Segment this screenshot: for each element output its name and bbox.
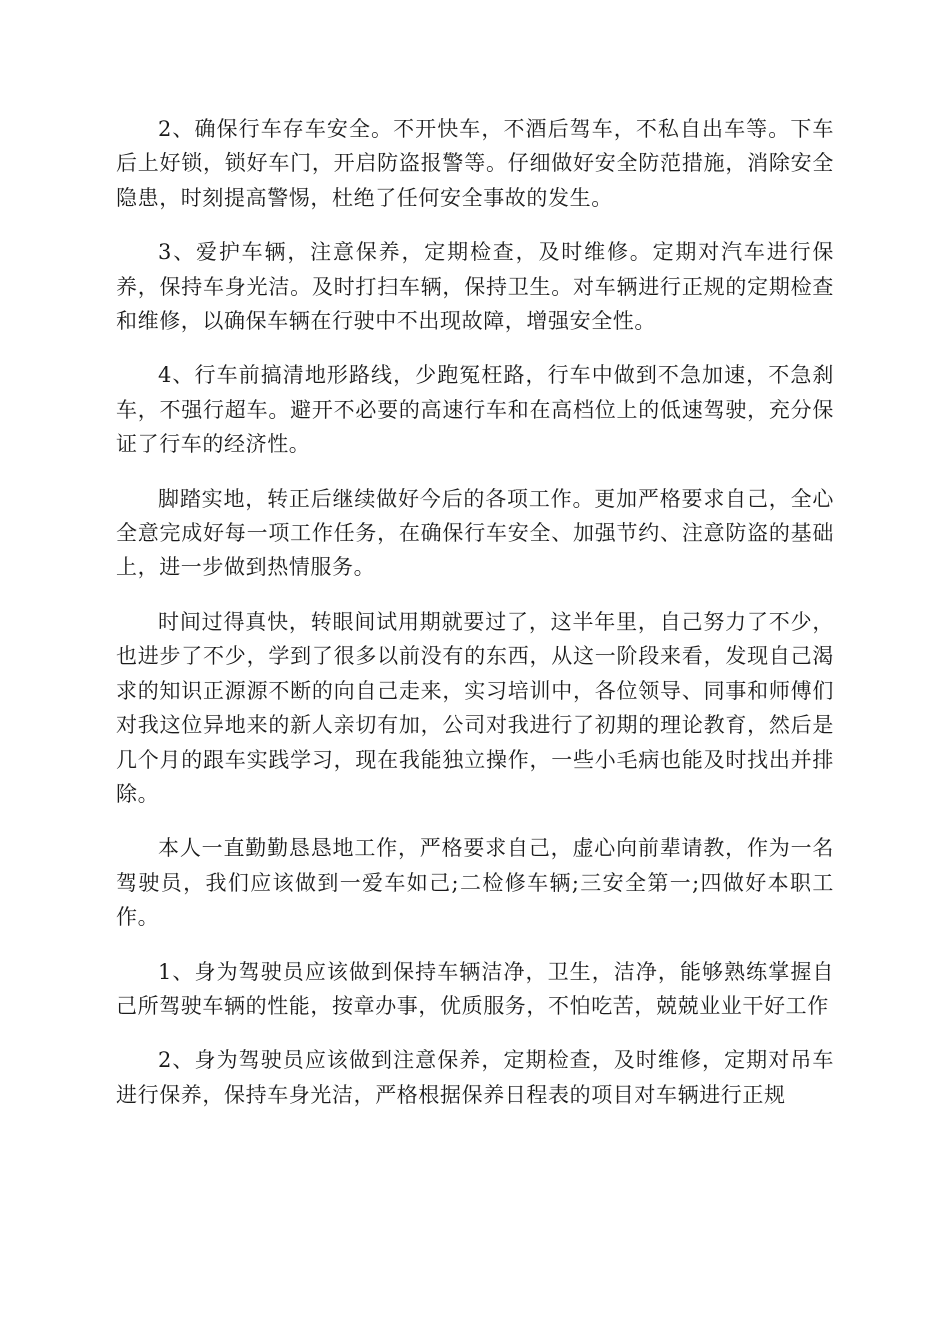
paragraph-future-work: 脚踏实地，转正后继续做好今后的各项工作。更加严格要求自己，全心全意完成好每一项工作任务，在确保行车安全、加强节约、注意防盗的基础上，进一步做到热情服务。 bbox=[116, 486, 834, 580]
paragraph-driver-duties: 本人一直勤勤恳恳地工作，严格要求自己，虚心向前辈请教，作为一名驾驶员，我们应该做到一爱车如己;二检修车辆;三安全第一;四做好本职工作。 bbox=[116, 836, 834, 930]
paragraph-probation-summary: 时间过得真快，转眼间试用期就要过了，这半年里，自己努力了不少，也进步了不少，学到了很多以前没有的东西，从这一阶段来看，发现自己渴求的知识正源源不断的向自己走来，实习培训中，各位领导、同事和师傅们对我这位异地来的新人亲切有加，公司对我进行了初期的理论教育，然后是几个月的跟车实践学习，现在我能独立操作，一些小毛病也能及时找出并排除。 bbox=[116, 609, 834, 806]
paragraph-duty-maintenance: 2、身为驾驶员应该做到注意保养，定期检查，及时维修，定期对吊车进行保养，保持车身光洁，严格根据保养日程表的项目对车辆进行正规 bbox=[116, 1048, 834, 1107]
document-body bbox=[116, 112, 834, 1132]
paragraph-maintenance: 3、爱护车辆，注意保养，定期检查，及时维修。定期对汽车进行保养，保持车身光洁。及时打扫车辆，保持卫生。对车辆进行正规的定期检查和维修，以确保车辆在行驶中不出现故障，增强安全性。 bbox=[116, 240, 834, 334]
paragraph-safety: 2、确保行车存车安全。不开快车，不酒后驾车，不私自出车等。下车后上好锁，锁好车门，开启防盗报警等。仔细做好安全防范措施，消除安全隐患，时刻提高警惕，杜绝了任何安全事故的发生。 bbox=[116, 117, 834, 210]
paragraph-duty-cleanliness: 1、身为驾驶员应该做到保持车辆洁净，卫生，洁净，能够熟练掌握自己所驾驶车辆的性能，按章办事，优质服务，不怕吃苦，兢兢业业干好工作 bbox=[116, 959, 834, 1018]
paragraph-route-planning: 4、行车前搞清地形路线，少跑冤枉路，行车中做到不急加速，不急刹车，不强行超车。避开不必要的高速行车和在高档位上的低速驾驶，充分保证了行车的经济性。 bbox=[116, 363, 834, 457]
